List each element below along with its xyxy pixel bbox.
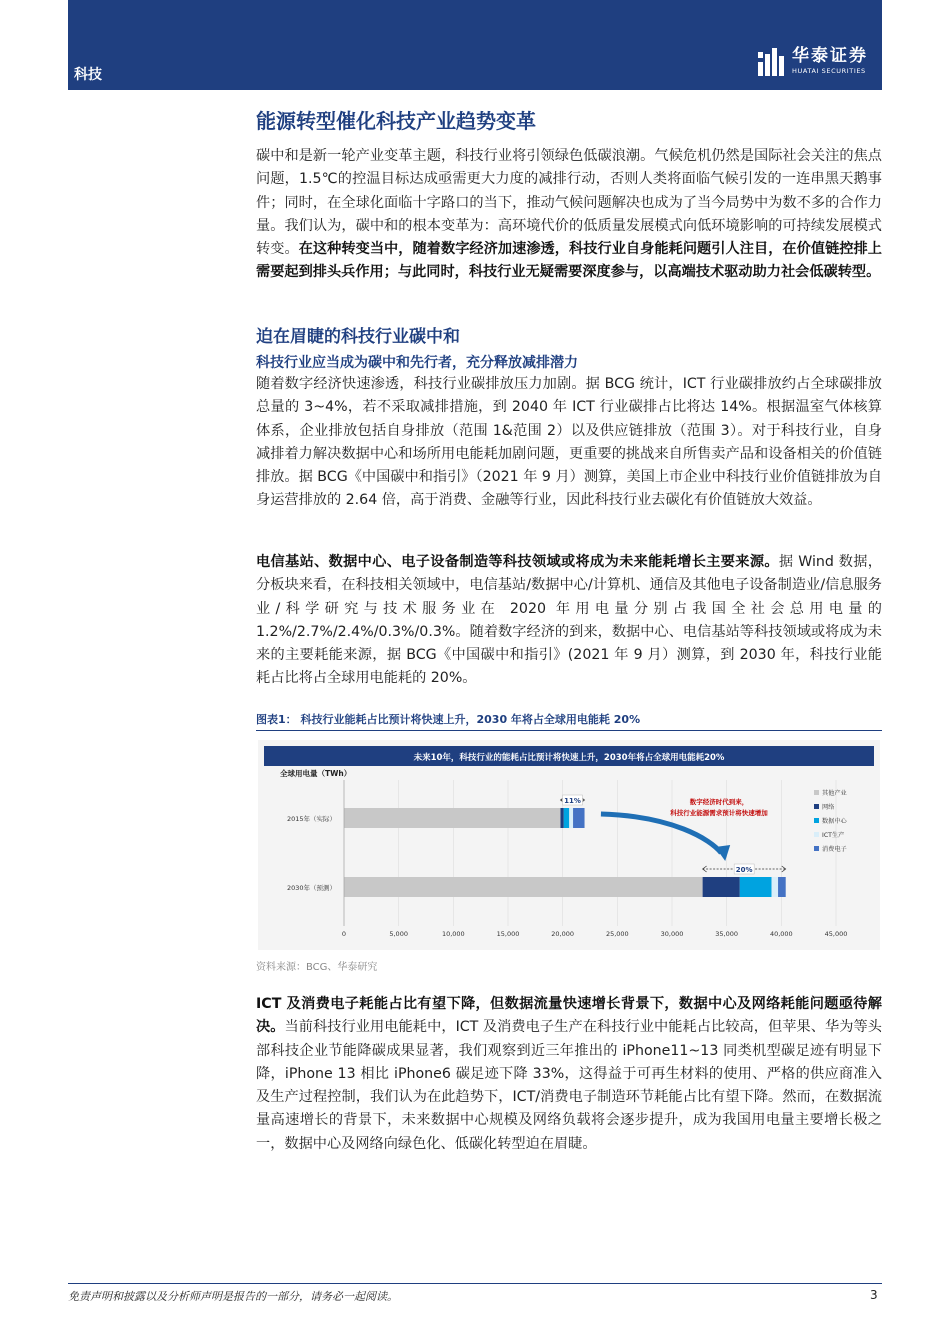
intro-text: 碳中和是新一轮产业变革主题，科技行业将引领绿色低碳浪潮。气候危机仍然是国际社会关注的焦点问题，1.5℃的控温目标达成亟需更大力度的减排行动，否则人类将面临气候引发的一连串黑天鹅事件；同时，在全球化面临十字路口的当下，推动气候问题解决也成为了当今局势中为数不多的合作力量。我们认为，碳中和的根本变革为：高环境代价的低质量发展模式向低环境影响的可持续发展模式转变。: [256, 148, 882, 258]
bar-segment: [569, 808, 573, 828]
paragraph-3-bold: 电信基站、数据中心、电子设备制造等科技领域或将成为未来能耗增长主要来源。: [256, 554, 779, 570]
paragraph-3-text: 据 Wind 数据，分板块来看，在科技相关领域中，电信基站/数据中心/计算机、通信及其他电子设备制造业/信息服务业/科学研究与技术服务业在 2020 年用电量分别占我国全社会总用电量的 1.2%/2.7%/2.4%/0.3%/0.3%。随着数字经济的到来，数据中心、电信基站等科技领域或将成为未来的主要耗能来源，据 BCG《中国碳中和指引》(2021 年 9 月）测算，到 2030 年，科技行业能耗占比将占全球用电能耗的 20%。: [256, 554, 882, 687]
figure-title: 图表1： 科技行业能耗占比预计将快速上升，2030 年将占全球用电能耗 20%: [256, 713, 641, 726]
paragraph-4-text: 当前科技行业用电能耗中，ICT 及消费电子生产在科技行业中能耗占比较高，但苹果、华为等头部科技企业节能降碳成果显著，我们观察到近三年推出的 iPhone11~13 同类机型碳足迹有明显下降，iPhone 13 相比 iPhone6 碳足迹下降 33%，这得益于可再生材料的使用、严格的供应商准入及生产过程控制，我们认为在此趋势下，ICT/消费电子制造环节耗能占比有望下降。然而，在数据流量高速增长的背景下，未来数据中心规模及网络负载将会逐步提升，成为我国用电量主要增长极之一，数据中心及网络向绿色化、低碳化转型迫在眉睫。: [256, 1019, 882, 1152]
bar-segment: [778, 877, 786, 897]
x-tick-label: 25,000: [605, 930, 629, 938]
category-label: 2015年（实际）: [286, 815, 336, 823]
section-tag: 科技: [74, 67, 102, 83]
x-tick-label: 45,000: [824, 930, 848, 938]
logo-english-name: HUATAI SECURITIES: [792, 67, 866, 75]
legend-label: 消费电子: [822, 846, 847, 853]
paragraph-2: [256, 373, 882, 513]
section-heading: 迫在眉睫的科技行业碳中和: [256, 327, 460, 347]
legend-label: ICT生产: [822, 832, 845, 839]
legend-swatch: [814, 790, 819, 795]
paragraph-4: [256, 993, 882, 1156]
paragraph-2-text: 随着数字经济快速渗透，科技行业碳排放压力加剧。据 BCG 统计，ICT 行业碳排放约占全球碳排放总量的 3~4%，若不采取减排措施，到 2040 年 ICT 行业碳排占比将达 14%。根据温室气体核算体系，企业排放包括自身排放（范围 1&范围 2）以及供应链排放（范围 3）。对于科技行业，自身减排着力解决数据中心和场所用电能耗加剧问题，更重要的挑战来自所售卖产品和设备相关的价值链排放。据 BCG《中国碳中和指引》（2021 年 9 月）测算，美国上市企业中科技行业价值链排放为自身运营排放的 2.64 倍，高于消费、金融等行业，因此科技行业去碳化有价值链放大效益。: [256, 376, 882, 509]
huatai-logo-icon: [756, 44, 786, 78]
x-tick-label: 35,000: [715, 930, 739, 938]
paragraph-3: [256, 551, 882, 691]
legend-swatch: [814, 846, 819, 851]
category-label: 2030年（预测）: [286, 884, 336, 892]
x-tick-label: 15,000: [496, 930, 520, 938]
bar-segment: [564, 808, 569, 828]
page-number: 3: [870, 1288, 878, 1302]
legend-label: 网络: [822, 804, 835, 811]
legend-label: 其他产业: [822, 790, 847, 797]
company-logo: [756, 44, 868, 78]
legend-swatch: [814, 818, 819, 823]
x-tick-label: 40,000: [769, 930, 793, 938]
bar-segment: [771, 877, 778, 897]
legend-swatch: [814, 804, 819, 809]
subsection-heading: 科技行业应当成为碳中和先行者，充分释放减排潜力: [256, 355, 578, 371]
share-label: 11%: [564, 797, 581, 805]
x-tick-label: 20,000: [551, 930, 575, 938]
energy-consumption-chart: [258, 740, 880, 950]
bar-segment: [344, 808, 560, 828]
page-title: 能源转型催化科技产业趋势变革: [256, 109, 536, 133]
footer-divider: [68, 1283, 882, 1284]
figure-source: 资料来源：BCG、华泰研究: [256, 962, 378, 973]
logo-chinese-name: 华泰证券: [792, 46, 868, 66]
intro-paragraph: [256, 145, 882, 285]
legend-swatch: [814, 832, 819, 837]
bar-segment: [560, 808, 563, 828]
x-tick-label: 10,000: [441, 930, 465, 938]
annotation-text: 数字经济时代到来，: [689, 798, 749, 806]
annotation-text: 科技行业能源需求预计将快速增加: [670, 809, 768, 817]
bar-segment: [344, 877, 703, 897]
intro-bold-text: 在这种转变当中，随着数字经济加速渗透，科技行业自身能耗问题引人注目，在价值链控排上需要起到排头兵作用；与此同时，科技行业无疑需要深度参与，以高端技术驱动助力社会低碳转型。: [256, 241, 882, 281]
x-tick-label: 5,000: [389, 930, 408, 938]
bar-segment: [740, 877, 772, 897]
x-tick-label: 0: [341, 930, 347, 938]
chart-unit-label: 全球用电量（TWh）: [280, 769, 352, 778]
x-tick-label: 30,000: [660, 930, 684, 938]
bar-segment: [573, 808, 584, 828]
figure-divider: [256, 730, 882, 731]
footer-disclaimer: 免责声明和披露以及分析师声明是报告的一部分，请务必一起阅读。: [68, 1290, 398, 1303]
paragraph-4-bold: ICT 及消费电子耗能占比有望下降，但数据流量快速增长背景下，数据中心及网络耗能问题亟待解决。: [256, 996, 882, 1036]
share-label: 20%: [735, 866, 753, 874]
bar-segment: [703, 877, 740, 897]
legend-label: 数据中心: [822, 818, 847, 825]
chart-title: 未来10年，科技行业的能耗占比预计将快速上升，2030年将占全球用电能耗20%: [413, 753, 725, 763]
report-header: [68, 0, 882, 90]
